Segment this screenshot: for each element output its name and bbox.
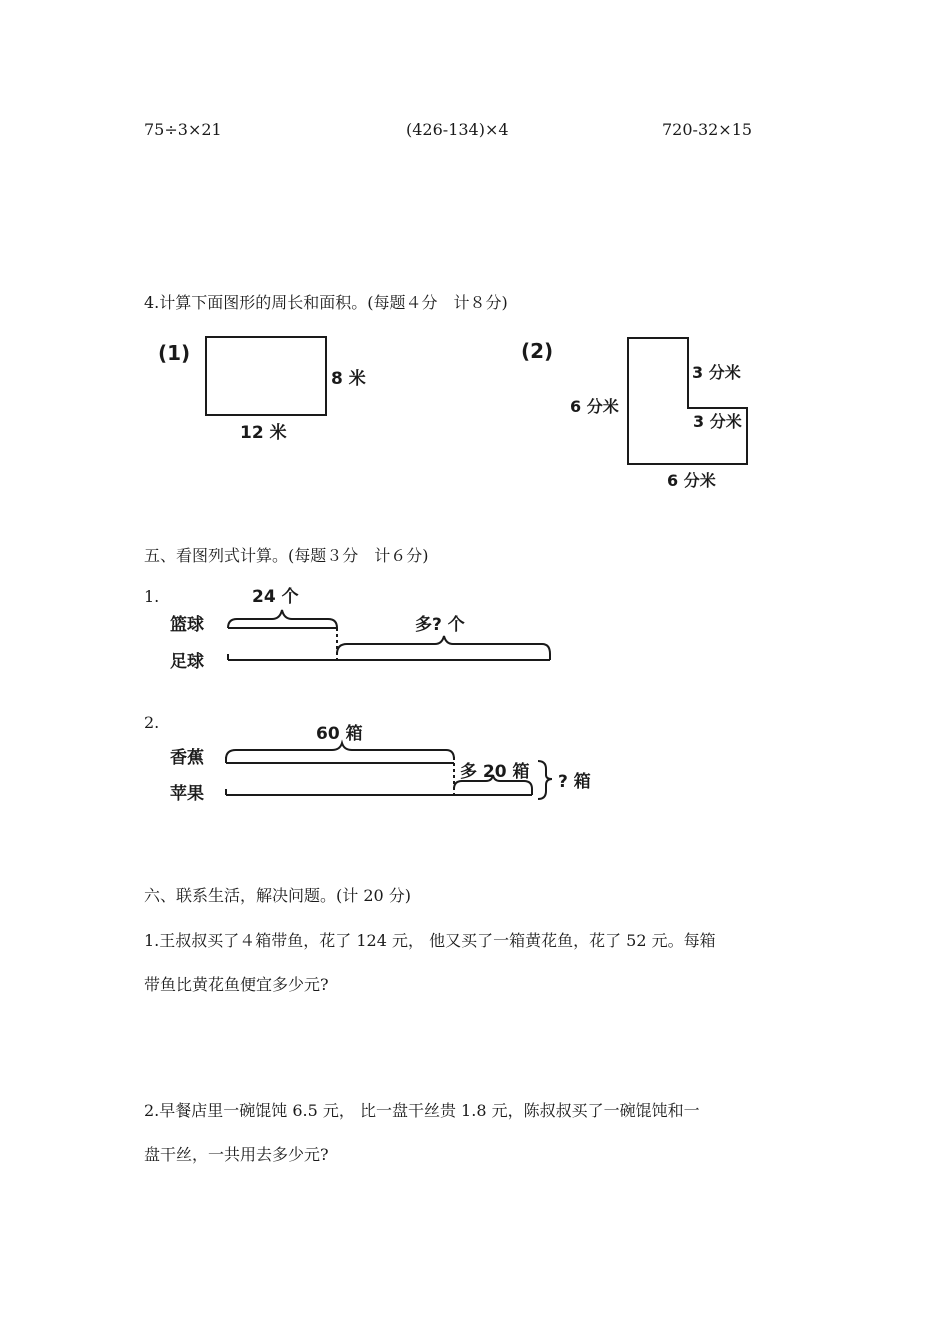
p2-more-label: 多 20 箱 (460, 762, 530, 782)
s6-heading: 六、联系生活，解决问题。(计 20 分) (144, 886, 412, 905)
fig1-height-label: 8 米 (331, 369, 366, 389)
l-shape (628, 338, 747, 464)
p1-football-label: 足球 (170, 652, 204, 672)
s6-q1-line2: 带鱼比黄花鱼便宜多少元? (144, 975, 329, 994)
fig2-left-label: 6 分米 (570, 397, 619, 416)
arith-expr-1: 75÷3×21 (144, 120, 222, 139)
p2-apple-label: 苹果 (170, 784, 204, 804)
rectangle-shape (206, 337, 326, 415)
p2-brace-top (226, 743, 454, 759)
fig1-number: (1) (158, 341, 191, 365)
p2-number: 2. (144, 713, 160, 732)
p1-brace-top (228, 610, 337, 628)
s6-q1-line1: 1.王叔叔买了４箱带鱼，花了 124 元， 他又买了一箱黄花鱼，花了 52 元。每箱 (144, 931, 716, 950)
fig2-right-label: 3 分米 (693, 412, 742, 431)
p1-top-label: 24 个 (252, 587, 299, 607)
p2-top-label: 60 箱 (316, 724, 363, 744)
p2-banana-label: 香蕉 (170, 748, 204, 768)
line-diagram-1 (220, 580, 565, 675)
p1-brace-more (337, 636, 550, 654)
line-diagram-2 (220, 715, 610, 815)
fig2-number: (2) (521, 339, 554, 363)
figure-rectangle (150, 332, 390, 452)
s5-heading: 五、看图列式计算。(每题３分 计６分) (144, 546, 429, 565)
arith-expr-2: (426-134)×4 (406, 120, 509, 139)
arith-expr-3: 720-32×15 (662, 120, 753, 139)
s6-q2-line2: 盘干丝，一共用去多少元? (144, 1145, 329, 1164)
s6-q2-line1: 2.早餐店里一碗馄饨 6.5 元， 比一盘干丝贵 1.8 元，陈叔叔买了一碗馄饨和一 (144, 1101, 700, 1120)
p1-more-label: 多? 个 (415, 615, 465, 635)
p2-right-brace (538, 761, 552, 799)
q4-heading: 4.计算下面图形的周长和面积。(每题４分 计８分) (144, 293, 508, 312)
fig1-width-label: 12 米 (240, 423, 287, 443)
p2-total-label: ? 箱 (558, 772, 591, 792)
p1-number: 1. (144, 587, 160, 606)
p1-basketball-label: 篮球 (170, 615, 204, 635)
fig2-bottom-label: 6 分米 (667, 471, 716, 490)
figure-l-shape (515, 332, 775, 497)
fig2-top-right-label: 3 分米 (692, 363, 741, 382)
